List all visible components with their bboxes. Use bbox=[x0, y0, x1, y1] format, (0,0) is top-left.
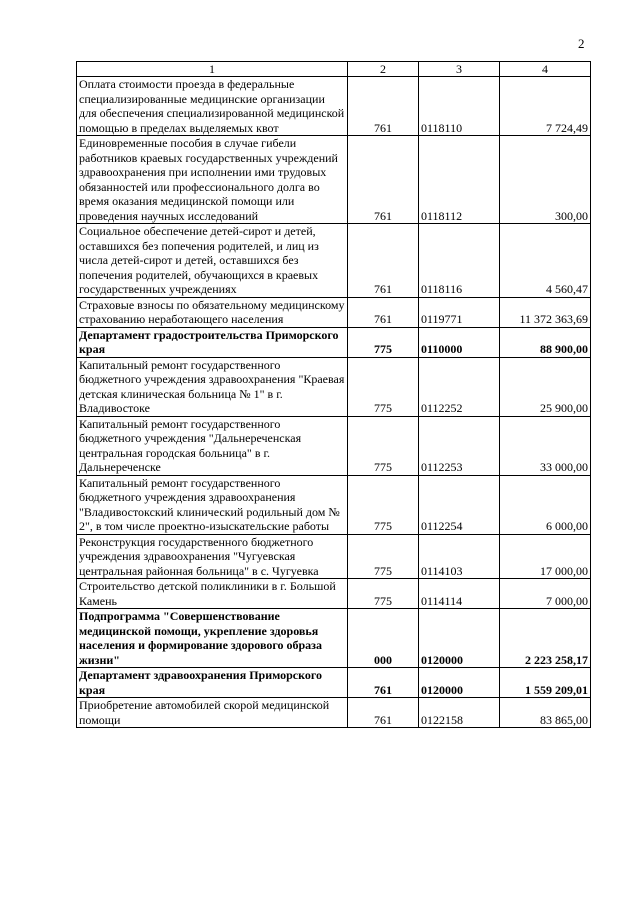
table-row bbox=[77, 297, 591, 327]
row-sum-cell: 7 000,00 bbox=[500, 579, 591, 609]
table-row bbox=[77, 579, 591, 609]
row-name-cell: Оплата стоимости проезда в федеральные специализированные медицинские организации для обеспечения специализированной медицинской помощью в пределах выделяемых квот bbox=[77, 77, 348, 136]
row-name-cell: Строительство детской поликлиники в г. Большой Камень bbox=[77, 579, 348, 609]
row-csr-cell: 0112254 bbox=[419, 475, 500, 534]
row-code-cell: 000 bbox=[348, 609, 419, 668]
table-body bbox=[77, 77, 591, 728]
row-csr-cell: 0118110 bbox=[419, 77, 500, 136]
row-csr-cell: 0119771 bbox=[419, 297, 500, 327]
row-code-cell: 775 bbox=[348, 475, 419, 534]
row-sum-cell: 33 000,00 bbox=[500, 416, 591, 475]
row-sum-cell: 6 000,00 bbox=[500, 475, 591, 534]
row-csr-cell: 0118112 bbox=[419, 136, 500, 224]
row-sum-cell: 1 559 209,01 bbox=[500, 668, 591, 698]
table-row bbox=[77, 668, 591, 698]
row-code-cell: 761 bbox=[348, 698, 419, 728]
page-number: 2 bbox=[578, 36, 585, 51]
row-sum-cell: 25 900,00 bbox=[500, 357, 591, 416]
row-csr-cell: 0114103 bbox=[419, 534, 500, 579]
row-csr-cell: 0122158 bbox=[419, 698, 500, 728]
table-row bbox=[77, 224, 591, 298]
row-name-cell: Подпрограмма "Совершенствование медицинской помощи, укрепление здоровья населения и формирование здорового образа жизни" bbox=[77, 609, 348, 668]
row-code-cell: 761 bbox=[348, 77, 419, 136]
row-sum-cell: 7 724,49 bbox=[500, 77, 591, 136]
row-code-cell: 775 bbox=[348, 327, 419, 357]
row-code-cell: 775 bbox=[348, 416, 419, 475]
table-row bbox=[77, 136, 591, 224]
row-sum-cell: 88 900,00 bbox=[500, 327, 591, 357]
row-code-cell: 761 bbox=[348, 297, 419, 327]
header-col-4: 4 bbox=[500, 62, 591, 77]
table-row bbox=[77, 609, 591, 668]
row-name-cell: Департамент здравоохранения Приморского края bbox=[77, 668, 348, 698]
row-name-cell: Социальное обеспечение детей-сирот и детей, оставшихся без попечения родителей, и лиц из числа детей-сирот и детей, оставшихся без попечения родителей, обучающихся в краевых государственных учреждениях bbox=[77, 224, 348, 298]
row-name-cell: Страховые взносы по обязательному медицинскому страхованию неработающего населения bbox=[77, 297, 348, 327]
table-row bbox=[77, 357, 591, 416]
row-code-cell: 761 bbox=[348, 224, 419, 298]
row-sum-cell: 2 223 258,17 bbox=[500, 609, 591, 668]
row-code-cell: 775 bbox=[348, 357, 419, 416]
row-sum-cell: 17 000,00 bbox=[500, 534, 591, 579]
header-col-3: 3 bbox=[419, 62, 500, 77]
table-row bbox=[77, 475, 591, 534]
row-code-cell: 761 bbox=[348, 136, 419, 224]
row-code-cell: 761 bbox=[348, 668, 419, 698]
row-sum-cell: 300,00 bbox=[500, 136, 591, 224]
row-csr-cell: 0114114 bbox=[419, 579, 500, 609]
row-name-cell: Капитальный ремонт государственного бюджетного учреждения "Дальнереченская центральная городская больница" в г. Дальнереченске bbox=[77, 416, 348, 475]
row-csr-cell: 0112252 bbox=[419, 357, 500, 416]
table-row bbox=[77, 327, 591, 357]
row-csr-cell: 0118116 bbox=[419, 224, 500, 298]
table-row bbox=[77, 698, 591, 728]
row-code-cell: 775 bbox=[348, 534, 419, 579]
header-col-1: 1 bbox=[77, 62, 348, 77]
row-sum-cell: 83 865,00 bbox=[500, 698, 591, 728]
row-name-cell: Департамент градостроительства Приморского края bbox=[77, 327, 348, 357]
row-name-cell: Капитальный ремонт государственного бюджетного учреждения здравоохранения "Владивостокский клинический родильный дом № 2", в том числе проектно-изыскательские работы bbox=[77, 475, 348, 534]
row-csr-cell: 0112253 bbox=[419, 416, 500, 475]
row-sum-cell: 4 560,47 bbox=[500, 224, 591, 298]
row-csr-cell: 0120000 bbox=[419, 609, 500, 668]
row-name-cell: Реконструкция государственного бюджетного учреждения здравоохранения "Чугуевская центральная районная больница" в с. Чугуевка bbox=[77, 534, 348, 579]
row-sum-cell: 11 372 363,69 bbox=[500, 297, 591, 327]
table-header-row bbox=[77, 62, 591, 77]
row-name-cell: Капитальный ремонт государственного бюджетного учреждения здравоохранения "Краевая детская клиническая больница № 1" в г. Владивостоке bbox=[77, 357, 348, 416]
row-name-cell: Единовременные пособия в случае гибели работников краевых государственных учреждений здравоохранения при исполнении ими трудовых обязанностей или профессионального долга во время оказания медицинской помощи или проведения научных исследований bbox=[77, 136, 348, 224]
row-csr-cell: 0110000 bbox=[419, 327, 500, 357]
header-col-2: 2 bbox=[348, 62, 419, 77]
table-row bbox=[77, 534, 591, 579]
table-row bbox=[77, 416, 591, 475]
budget-table bbox=[76, 61, 591, 728]
row-code-cell: 775 bbox=[348, 579, 419, 609]
row-csr-cell: 0120000 bbox=[419, 668, 500, 698]
table-row bbox=[77, 77, 591, 136]
row-name-cell: Приобретение автомобилей скорой медицинской помощи bbox=[77, 698, 348, 728]
